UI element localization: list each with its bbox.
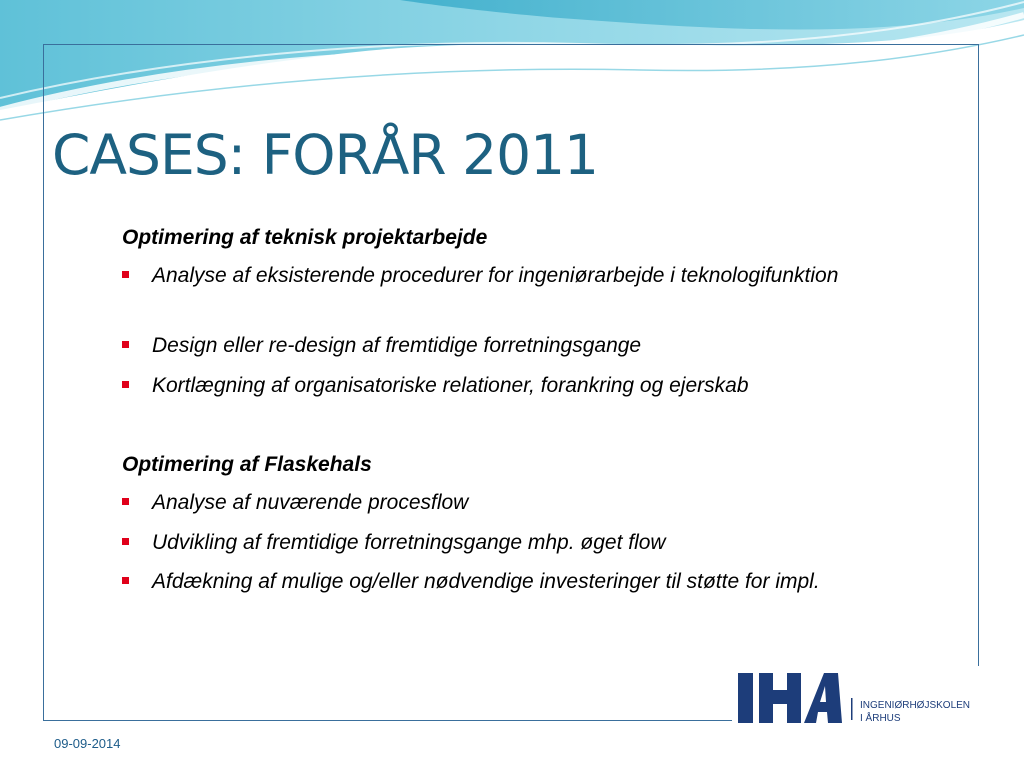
- section-heading: Optimering af teknisk projektarbejde: [122, 226, 488, 249]
- bullet-text: Analyse af nuværende procesflow: [152, 491, 469, 514]
- bullet-text: Udvikling af fremtidige forretningsgange mhp. øget flow: [152, 531, 666, 554]
- bullet-text: Analyse af eksisterende procedurer for ingeniørarbejde i teknologifunktion: [152, 264, 839, 287]
- bullet-text: Design eller re-design af fremtidige forretningsgange: [152, 334, 642, 357]
- bullet-text: Kortlægning af organisatoriske relationer, forankring og ejerskab: [152, 374, 749, 397]
- bullet-item: [122, 371, 922, 401]
- bullet-marker-icon: [122, 341, 129, 348]
- bullet-item: [122, 488, 922, 518]
- logo-line-2: I ÅRHUS: [860, 713, 901, 724]
- slide-date: 09-09-2014: [54, 736, 121, 751]
- bullet-marker-icon: [122, 538, 129, 545]
- logo-line-1: INGENIØRHØJSKOLEN: [860, 700, 971, 711]
- bullet-marker-icon: [122, 271, 129, 278]
- section-heading: Optimering af Flaskehals: [122, 453, 372, 476]
- bullet-marker-icon: [122, 577, 129, 584]
- bullet-marker-icon: [122, 498, 129, 505]
- bullet-item: [122, 528, 922, 558]
- iha-logo-text: [860, 699, 970, 725]
- bullet-item: [122, 261, 922, 291]
- bullet-item: [122, 567, 922, 597]
- slide-title: CASES: FORÅR 2011: [52, 123, 599, 187]
- bullet-text: Afdækning af mulige og/eller nødvendige investeringer til støtte for impl.: [152, 570, 820, 593]
- bullet-item: [122, 331, 922, 361]
- bullet-marker-icon: [122, 381, 129, 388]
